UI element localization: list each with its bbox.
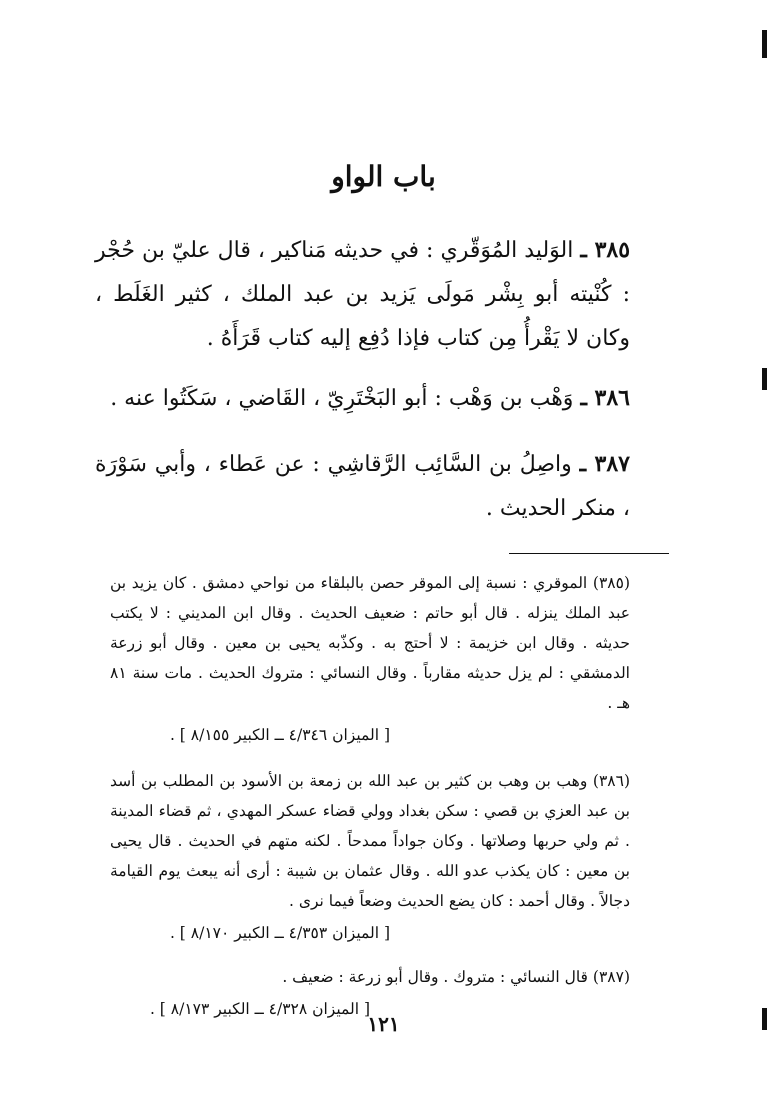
entry-385: [95, 228, 630, 361]
page-number: ١٢١: [367, 1012, 400, 1036]
footnote-citation: [ الميزان ٤/٣٤٦ ــ الكبير ٨/١٥٥ ] .: [169, 726, 390, 744]
entry-386: [95, 376, 630, 421]
footnote-386: [110, 766, 630, 948]
page-edge-mark: [762, 30, 767, 58]
footnotes: [110, 568, 630, 1024]
entry-text: الوَليد المُوَقّري : في حديثه مَناكير ، قال عليّ بن حُجْر : كُنْيته أبو بِشْر مَولَى يَزيد بن عبد الملك ، كثير الغَلَط ، وكان لا يَقْرأُ مِن كتاب فإذا دُفِع إليه كتاب قَرَأَهُ .: [95, 238, 630, 351]
entry-number: ٣٨٥ ـ: [580, 237, 631, 263]
entry-387: [95, 442, 630, 531]
footnote-text: (٣٨٦) وهب بن وهب بن كثير بن عبد الله بن زمعة بن الأسود بن المطلب بن أسد بن عبد العزي بن قصي : سكن بغداد وولي قضاء عسكر المهدي ، ثم قضاء المدينة . ثم ولي حربها وصلاتها . وكان جواداً ممدحاً . لكنه متهم في الحديث . قال يحيى بن معين : كان يكذب عدو الله . وقال عثمان بن شيبة : أرى أنه يبعث يوم القيامة دجالاً . وقال أحمد : كان يضع الحديث وضعاً فيما نرى .: [110, 772, 630, 910]
chapter-title: باب الواو: [331, 160, 436, 193]
footnote-text: (٣٨٧) قال النسائي : متروك . وقال أبو زرعة : ضعيف .: [282, 968, 630, 986]
footnote-text: (٣٨٥) الموقري : نسبة إلى الموقر حصن بالبلقاء من نواحي دمشق . كان يزيد بن عبد الملك ينزله . قال أبو حاتم : ضعيف الحديث . وقال ابن المديني : لا يكتب حديثه . وقال ابن خزيمة : لا أحتج به . وكذّبه يحيى بن معين . وقال أبو زرعة الدمشقي : لم يزل حديثه مقارباً . وقال النسائي : متروك الحديث . مات سنة ٨١ هـ .: [110, 574, 630, 712]
entry-number: ٣٨٦ ـ: [580, 385, 630, 411]
page-edge-mark: [762, 368, 767, 390]
footnote-385: [110, 568, 630, 750]
footnote-citation: [ الميزان ٤/٣٥٣ ــ الكبير ٨/١٧٠ ] .: [169, 924, 390, 942]
entry-text: واصِلُ بن السَّائِب الرَّقاشِي : عن عَطاء ، وأبي سَوْرَة ، منكر الحديث .: [95, 452, 630, 521]
entry-number: ٣٨٧ ـ: [579, 451, 630, 477]
footnote-separator: [509, 553, 669, 554]
footnote-citation: [ الميزان ٤/٣٢٨ ــ الكبير ٨/١٧٣ ] .: [149, 1000, 370, 1018]
entry-text: وَهْب بن وَهْب : أبو البَخْتَرِيّ ، القَاضي ، سَكَتُوا عنه .: [110, 386, 574, 411]
